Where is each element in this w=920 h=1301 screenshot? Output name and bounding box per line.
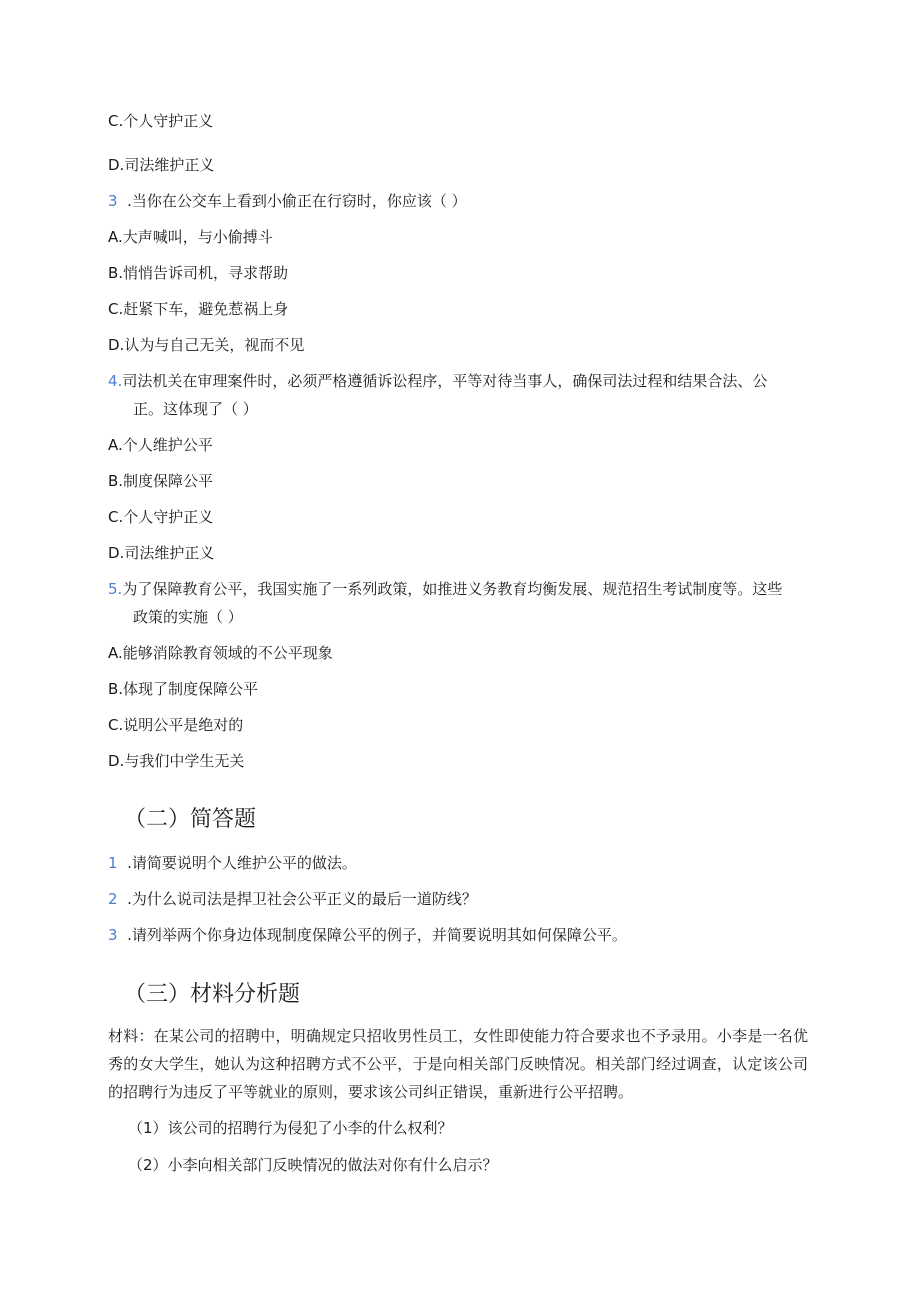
question-4-continued: 正。这体现了（ ） [133,400,258,418]
analysis-question-2: （2）小李向相关部门反映情况的做法对你有什么启示？ [128,1156,498,1174]
q2-option-c: C.个人守护正义 [108,112,214,130]
q2-option-d: D.司法维护正义 [108,156,215,174]
q5-option-b: B.体现了制度保障公平 [108,680,259,698]
q4-option-c: C.个人守护正义 [108,508,214,526]
question-5-continued: 政策的实施（ ） [133,608,243,626]
question-number: 3 [108,926,118,944]
question-4 [108,371,767,391]
question-text: 司法机关在审理案件时，必须严格遵循诉讼程序，平等对待当事人，确保司法过程和结果合法、公 [122,372,768,390]
question-text: .请简要说明个人维护公平的做法。 [117,854,357,872]
question-number: 5. [108,580,123,598]
question-number: 1 [108,854,118,872]
question-number: 2 [108,890,118,908]
q4-option-a: A.个人维护公平 [108,436,213,454]
question-text: 为了保障教育公平，我国实施了一系列政策，如推进义务教育均衡发展、规范招生考试制度等。这些 [122,580,783,598]
short-answer-3 [108,925,627,945]
q5-option-d: D.与我们中学生无关 [108,752,245,770]
analysis-question-1: （1）该公司的招聘行为侵犯了小李的什么权利？ [128,1119,453,1137]
question-text: .为什么说司法是捍卫社会公平正义的最后一道防线？ [117,890,477,908]
q5-option-c: C.说明公平是绝对的 [108,716,244,734]
question-3 [108,191,467,211]
question-text: .请列举两个你身边体现制度保障公平的例子，并简要说明其如何保障公平。 [117,926,627,944]
q4-option-b: B.制度保障公平 [108,472,214,490]
q3-option-a: A.大声喊叫，与小偷搏斗 [108,228,273,246]
question-5 [108,579,782,599]
q3-option-c: C.赶紧下车，避免惹祸上身 [108,300,289,318]
q4-option-d: D.司法维护正义 [108,544,215,562]
section-heading: （三）材料分析题 [124,982,301,1007]
material-paragraph: 材料：在某公司的招聘中，明确规定只招收男性员工，女性即使能力符合要求也不予录用。小李是一名优秀的女大学生，她认为这种招聘方式不公平，于是向相关部门反映情况。相关部门经过调查，认定该公司的招聘行为违反了平等就业的原则，要求该公司纠正错误，重新进行公平招聘。 [108,1027,808,1101]
q3-option-d: D.认为与自己无关，视而不见 [108,336,305,354]
question-number: 3 [108,192,118,210]
short-answer-1 [108,853,357,873]
q5-option-a: A.能够消除教育领域的不公平现象 [108,644,333,662]
section-heading: （二）简答题 [124,807,257,832]
question-text: .当你在公交车上看到小偷正在行窃时，你应该（ ） [117,192,467,210]
q3-option-b: B.悄悄告诉司机，寻求帮助 [108,264,289,282]
question-number: 4. [108,372,123,390]
short-answer-2 [108,889,477,909]
